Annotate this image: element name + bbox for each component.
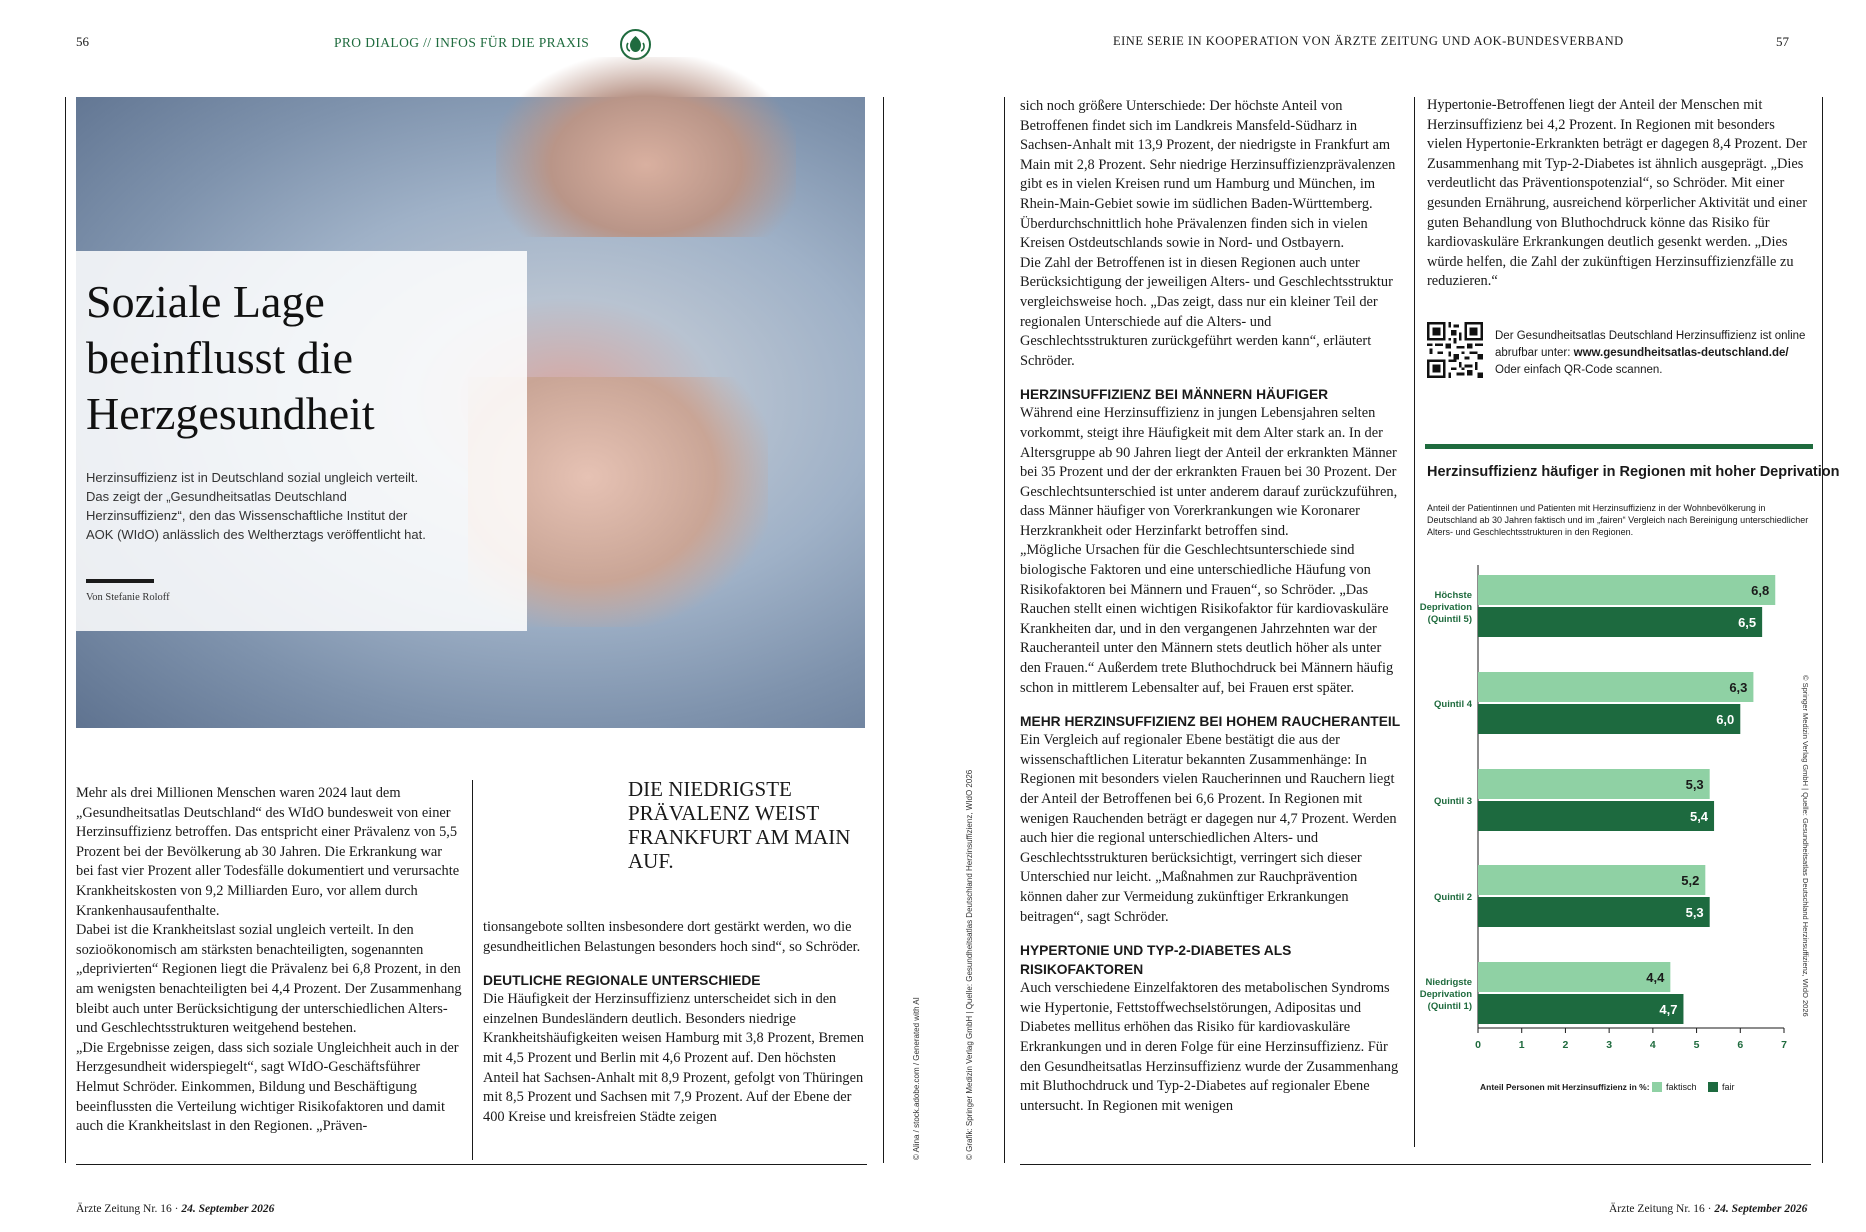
paragraph: „Die Ergebnisse zeigen, dass sich soziale Ungleichheit auch in der Herzgesundheit widerspiegelt“, sagt WIdO-Geschäftsführer Helmut Schröder. Einkommen, Bildung und Beschäftigung beeinflussten die Verteilung wichtiger Risikofaktoren und damit auch die Krankheitslast in den Regionen. „Präven- (76, 1039, 459, 1135)
footer-rule-right (1020, 1164, 1811, 1165)
data-label: 4,7 (1659, 1002, 1678, 1017)
column-2 (483, 918, 867, 1127)
paragraph: Hypertonie-Betroffenen liegt der Anteil der Menschen mit Herzinsuffizienz bei 4,2 Prozent. In Regionen mit besonders vielen Hypertonie-Erkrankten beträgt er dagegen 8,4 Prozent. Der Zusammenhang mit Typ-2-Diabetes ist ähnlich ausgeprägt. „Dies verdeutlicht das Präventionspotenzial“, so Schröder. Mit einer gesunden Ernährung, ausreichend körperlicher Aktivität und einer guten Behandlung von Bluthochdruck könne das Risiko für kardiovaskuläre Erkrankungen deutlich gesenkt werden. „Dies würde helfen, die Zahl der zukünftigen Herzinsuffizienzfälle zu reduzieren.“ (1427, 97, 1808, 290)
chart-credit: © Springer Medizin Verlag GmbH | Quelle: Gesundheitsatlas Deutschland Herzinsuffizienz, WIdO 2026 (1801, 675, 1810, 1017)
data-label: 5,2 (1681, 873, 1700, 888)
category-label: (Quintil 1) (1427, 1001, 1472, 1012)
x-tick-label: 3 (1606, 1039, 1613, 1051)
subheading: MEHR HERZINSUFFIZIENZ BEI HOHEM RAUCHERANTEIL (1020, 714, 1401, 730)
data-label: 6,0 (1716, 712, 1735, 727)
column-rule (1414, 97, 1415, 1147)
qr-code[interactable] (1427, 322, 1483, 378)
page-rule-center-right (1004, 97, 1005, 1163)
data-label: 5,3 (1685, 905, 1704, 920)
subheading: HERZINSUFFIZIENZ BEI MÄNNERN HÄUFIGER (1020, 387, 1329, 403)
bar-faktisch-2 (1478, 672, 1753, 702)
data-label: 5,3 (1685, 777, 1704, 792)
byline-bar (86, 579, 154, 583)
series-header: EINE SERIE IN KOOPERATION VON ÄRZTE ZEITUNG UND AOK-BUNDESVERBAND (1113, 34, 1624, 48)
deprivation-bar-chart (1419, 560, 1825, 1115)
legend-swatch-fair (1708, 1082, 1718, 1092)
byline: Von Stefanie Roloff (86, 592, 170, 603)
column-rule-left-page (472, 780, 473, 1160)
page-number-right: 57 (1776, 34, 1789, 49)
data-label: 6,3 (1729, 680, 1748, 695)
legend-entry-faktisch: faktisch (1666, 1082, 1697, 1092)
subheading: HYPERTONIE UND TYP-2-DIABETES ALS RISIKOFAKTOREN (1020, 943, 1292, 978)
x-tick-label: 6 (1737, 1039, 1744, 1051)
footer-rule-left (76, 1164, 867, 1165)
article-title: Soziale Lage beeinflusst die Herzgesundheit (86, 276, 375, 439)
paragraph: Ein Vergleich auf regionaler Ebene bestätigt die aus der wissenschaftlichen Literatur bekannten Zusammenhänge: In Regionen mit besonders vielen Raucherinnen und Rauchern liegt der Anteil der Betroffenen bei 6,6 Prozent. In Regionen mit wenigen Rauchenden beträgt er dagegen nur 4,7 Prozent. Werden auch hier die regional unterschiedlichen Alters- und Geschlechtsstrukturen berücksichtigt, verringert sich dieser Unterschied nur leicht. „Maßnahmen zur Rauchprävention können daher zur Vermeidung zukünftiger Erkrankungen beitragen“, sagt Schröder. (1020, 732, 1397, 925)
x-tick-label: 0 (1475, 1039, 1481, 1051)
chart-subtitle: Anteil der Patientinnen und Patienten mit Herzinsuffizienz in der Wohnbevölkerung in Deutschland ab 30 Jahren faktisch und im „fairen“ Vergleich nach Bereinigung unterschiedlicher Alters- und Geschlechtsstrukturen in den Regionen. (1427, 503, 1809, 537)
chart-title: Herzinsuffizienz häufiger in Regionen mit hoher Deprivation (1427, 464, 1840, 480)
graphic-credit: © Grafik: Springer Medizin Verlag GmbH | Quelle: Gesundheitsatlas Deutschland Herzinsuffizienz, WIdO 2026 (965, 769, 974, 1160)
x-tick-label: 7 (1781, 1039, 1787, 1051)
x-tick-label: 5 (1693, 1039, 1700, 1051)
legend-swatch-faktisch (1652, 1082, 1662, 1092)
page-rule-left (65, 97, 66, 1163)
x-tick-label: 4 (1649, 1039, 1656, 1051)
paragraph: Dabei ist die Krankheitslast sozial ungleich verteilt. In den sozioökonomisch am stärksten benachteiligten, sogenannten „deprivierten“ Regionen liegt die Prävalenz bei 6,8 Prozent, in den am wenigsten benachteiligten bei 4,4 Prozent. Der Zusammenhang bleibt auch unter Berücksichtigung der unterschiedlichen Alters- und Geschlechtsstrukturen weitgehend bestehen. (76, 922, 462, 1037)
paragraph: Die Zahl der Betroffenen ist in diesen Regionen auch unter Berücksichtigung der jeweiligen Alters- und Geschlechtsstruktur vergleichsweise hoch. „Das zeigt, dass nur ein kleiner Teil der regionalen Unterschiede auf die Alters- und Geschlechtsstrukturen zurückgeführt werden kann“, erläutert Schröder. (1020, 254, 1393, 369)
page-number-left: 56 (76, 34, 89, 49)
bar-faktisch-1 (1478, 575, 1775, 605)
category-label: Deprivation (1419, 989, 1472, 1000)
column-3 (1020, 97, 1402, 1116)
paragraph: sich noch größere Unterschiede: Der höchste Anteil von Betroffenen findet sich im Landkreis Mansfeld-Südharz in Sachsen-Anhalt mit 13,9 Prozent, der niedrigste in Frankfurt am Main mit 2,8 Prozent. Sehr niedrige Herzinsuffizienzprävalenzen gibt es in vielen Kreisen rund um Hamburg und München, im Rhein-Main-Gebiet sowie im südlichen Baden-Württemberg. Überdurchschnittlich hohe Prävalenzen finden sich in vielen Kreisen Ostdeutschlands sowie in Nord- und Ostbayern. (1020, 98, 1396, 252)
qr-note: Der Gesundheitsatlas Deutschland Herzinsuffizienz ist online abrufbar unter: www.gesundheitsatlas-deutschland.de/ Oder einfach QR-Code scannen. (1495, 330, 1806, 376)
bar-fair-2 (1478, 704, 1740, 734)
category-label: (Quintil 5) (1427, 614, 1472, 625)
data-label: 6,5 (1738, 615, 1757, 630)
category-label: Deprivation (1419, 602, 1472, 613)
category-label: Quintil 4 (1434, 699, 1472, 710)
legend-label: Anteil Personen mit Herzinsuffizienz in %: (1480, 1082, 1650, 1092)
category-label: Quintil 2 (1434, 892, 1472, 903)
data-label: 5,4 (1689, 809, 1709, 824)
category-label: Niedrigste (1425, 977, 1472, 988)
paragraph: Während eine Herzinsuffizienz in jungen Lebensjahren selten vorkommt, steigt ihre Häufigkeit mit dem Alter stark an. In der Altersgruppe ab 90 Jahren liegt der Anteil der erkrankten Männer bei 35 Prozent und der der erkrankten Frauen bei 30 Prozent. Der Geschlechtsunterschied ist unter anderem darauf zurückzuführen, dass Männer häufiger von Vorerkrankungen wie Koronarer Herzkrankheit oder Herzinfarkt betroffen sind. (1020, 405, 1398, 539)
paragraph: Mehr als drei Millionen Menschen waren 2024 laut dem „Gesundheitsatlas Deutschland“ des WIdO bundesweit von einer Herzinsuffizienz betroffen. Das entspricht einer Prävalenz von 5,5 Prozent bei der Bevölkerung ab 30 Jahren. Die Erkrankung war bei fast vier Prozent aller Todesfälle dokumentiert und verursachte Krankheitskosten von 9,2 Milliarden Euro, vor allem durch Krankenhausaufenthalte. (76, 785, 460, 919)
bar-faktisch-4 (1478, 865, 1705, 895)
x-tick-label: 2 (1562, 1039, 1569, 1051)
data-label: 4,4 (1646, 970, 1665, 985)
bar-faktisch-3 (1478, 769, 1710, 799)
aok-logo (620, 29, 651, 60)
footer-right: Ärzte Zeitung Nr. 16 · 24. September 2026 (1609, 1203, 1808, 1215)
chart-top-bar (1425, 444, 1813, 449)
paragraph: Auch verschiedene Einzelfaktoren des metabolischen Syndroms wie Hypertonie, Fettstoffwechselstörungen, Adipositas und Diabetes mellitus erhöhen das Risiko für kardiovaskuläre Erkrankungen und in deren Folge für eine Herzinsuffizienz. Für den Gesundheitsatlas Herzinsuffizienz wurde der Zusammenhang mit Bluthochdruck und Typ-2-Diabetes auf regionaler Ebene untersucht. In Regionen mit wenigen (1020, 980, 1399, 1114)
x-tick-label: 1 (1518, 1039, 1525, 1051)
atlas-link[interactable]: www.gesundheitsatlas-deutschland.de/ (1573, 347, 1789, 359)
category-label: Quintil 3 (1434, 796, 1472, 807)
footer-left: Ärzte Zeitung Nr. 16 · 24. September 2026 (76, 1203, 275, 1215)
paragraph: „Mögliche Ursachen für die Geschlechtsunterschiede sind biologische Faktoren und eine unterschiedliche Häufung von Risikofaktoren bei Männern und Frauen“, so Schröder. „Das Rauchen stellt einen wichtigen Risikofaktor für kardiovaskuläre Krankheiten dar, und in den vergangenen Jahrzehnten war der Raucheranteil unter den Männern stets deutlich höher als unter den Frauen.“ Außerdem trete Bluthochdruck bei Männern häufig schon in mittlerem Lebensalter auf, bei Frauen erst später. (1020, 542, 1394, 696)
bar-fair-4 (1478, 897, 1710, 927)
paragraph: tionsangebote sollten insbesondere dort gestärkt werden, wo die gesundheitlichen Belastungen besonders hoch sind“, so Schröder. (483, 919, 861, 955)
category-label: Höchste (1434, 590, 1472, 601)
article-lead: Herzinsuffizienz ist in Deutschland sozial ungleich verteilt. Das zeigt der „Gesundheitsatlas Deutschland Herzinsuffizienz“, den das Wissenschaftliche Institut der AOK (WIdO) anlässlich des Weltherztags veröffentlicht hat. (86, 470, 426, 542)
bar-fair-5 (1478, 994, 1683, 1024)
data-label: 6,8 (1751, 583, 1770, 598)
column-4 (1427, 96, 1811, 292)
bar-fair-1 (1478, 607, 1762, 637)
column-1 (76, 784, 462, 1137)
subheading: DEUTLICHE REGIONALE UNTERSCHIEDE (483, 973, 761, 989)
bar-fair-3 (1478, 801, 1714, 831)
paragraph: Die Häufigkeit der Herzinsuffizienz unterscheidet sich in den einzelnen Bundesländern deutlich. Besonders niedrige Krankheitshäufigkeiten weisen Hamburg mit 3,8 Prozent, Bremen mit 4,5 Prozent und Berlin mit 4,6 Prozent auf. Den höchsten Anteil hat Sachsen-Anhalt mit 8,9 Prozent, gefolgt von Thüringen mit 8,5 Prozent und Sachsen mit 7,9 Prozent. Auf der Ebene der 400 Kreise und kreisfreien Städte zeigen (483, 991, 864, 1125)
pull-quote: DIE NIEDRIGSTE PRÄVALENZ WEIST FRANKFURT AM MAIN AUF. (628, 777, 851, 873)
section-header: PRO DIALOG // INFOS FÜR DIE PRAXIS (334, 35, 590, 50)
photo-credit: © Alina / stock.adobe.com / Generated with AI (912, 997, 921, 1160)
page-rule-center-left (883, 97, 884, 1163)
legend-entry-fair: fair (1722, 1082, 1735, 1092)
bar-faktisch-5 (1478, 962, 1670, 992)
